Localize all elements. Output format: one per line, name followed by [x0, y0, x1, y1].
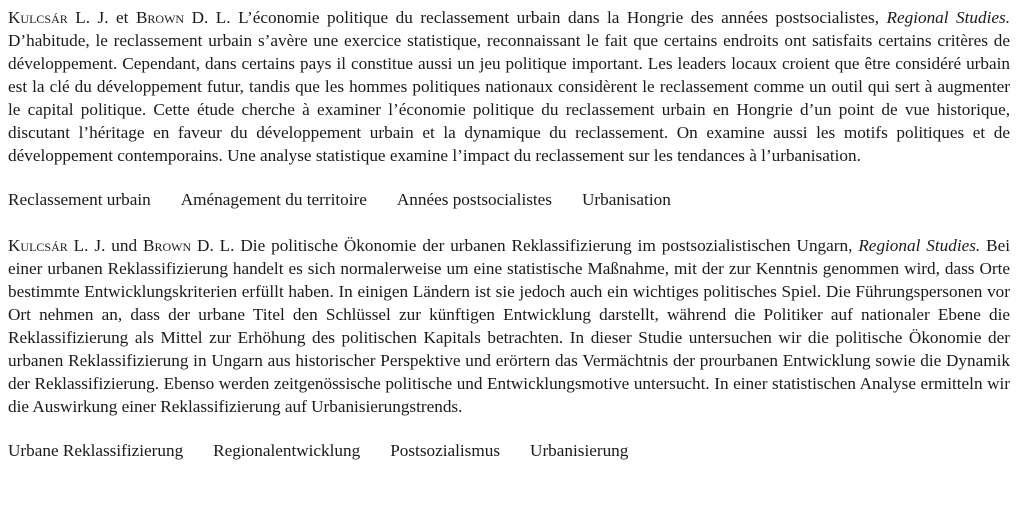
abstract-body: D’habitude, le reclassement urbain s’avère une exercice statistique, reconnaissant le fait que certains endroits ont satisfaits certains critères de développement. Cependant, dans certains pays il constitue aussi un jeu politique important. Les leaders locaux croient que être considéré urbain est la clé du développement futur, tandis que les hommes politiques nationaux considèrent le reclassement comme un outil qui sert à augmenter le capital politique. Cette étude cherche à examiner l’économie politique du reclassement urbain en Hongrie d’un point de vue historique, discutant l’héritage en faveur du développement urbain et la dynamique du reclassement. On examine aussi les motifs politiques et de développement contemporains. Une analyse statistique examine l’impact du reclassement sur les tendances à l’urbanisation.: [8, 31, 1010, 165]
keywords-german: [8, 439, 1010, 462]
author-brown: Brown D. L.: [143, 236, 235, 255]
conjunction: und: [111, 236, 138, 255]
keyword: Postsozialismus: [390, 441, 501, 460]
keyword: Reclassement urbain: [8, 190, 151, 209]
abstract-german: [8, 234, 1010, 418]
author-kulcsar: Kulcsár L. J.: [8, 236, 106, 255]
keyword: Regionalentwicklung: [213, 441, 361, 460]
author-kulcsar: Kulcsár L. J.: [8, 8, 109, 27]
keyword: Années postsocialistes: [396, 190, 553, 209]
keyword: Urbanisation: [582, 190, 671, 209]
abstract-french: [8, 6, 1010, 167]
keywords-french: [8, 188, 1010, 211]
article-title: Die politische Ökonomie der urbanen Reklassifizierung im postsozialistischen Ungarn,: [240, 236, 853, 255]
conjunction: et: [116, 8, 129, 27]
journal-name: Regional Studies.: [858, 236, 981, 255]
keyword: Urbanisierung: [530, 441, 629, 460]
keyword: Urbane Reklassifizierung: [8, 441, 184, 460]
journal-name: Regional Studies.: [886, 8, 1010, 27]
keyword: Aménagement du territoire: [180, 190, 367, 209]
author-brown: Brown D. L.: [135, 8, 231, 27]
abstract-body: Bei einer urbanen Reklassifizierung handelt es sich normalerweise um eine statistische Maßnahme, mit der zur Kenntnis genommen wird, dass Orte bestimmte Entwicklungskriterien erfüllt haben. In einigen Ländern ist sie jedoch auch ein wichtiges politisches Spiel. Die Führungspersonen vor Ort nehmen an, dass der urbane Titel den Schlüssel zur künftigen Entwicklung darstellt, während die Politiker auf nationaler Ebene die Reklassifizierung als Mittel zur Erhöhung des politischen Kapitals betrachten. In dieser Studie untersuchen wir die politische Ökonomie der urbanen Reklassifizierung in Ungarn aus historischer Perspektive und erörtern das Vermächtnis der prourbanen Entwicklung sowie die Dynamik der Reklassifizierung. Ebenso werden zeitgenössische politische und Entwicklungsmotive untersucht. In einer statistischen Analyse ermitteln wir die Auswirkung einer Reklassifizierung auf Urbanisierungstrends.: [8, 236, 1011, 416]
article-title: L’économie politique du reclassement urbain dans la Hongrie des années postsocialistes,: [238, 8, 879, 27]
